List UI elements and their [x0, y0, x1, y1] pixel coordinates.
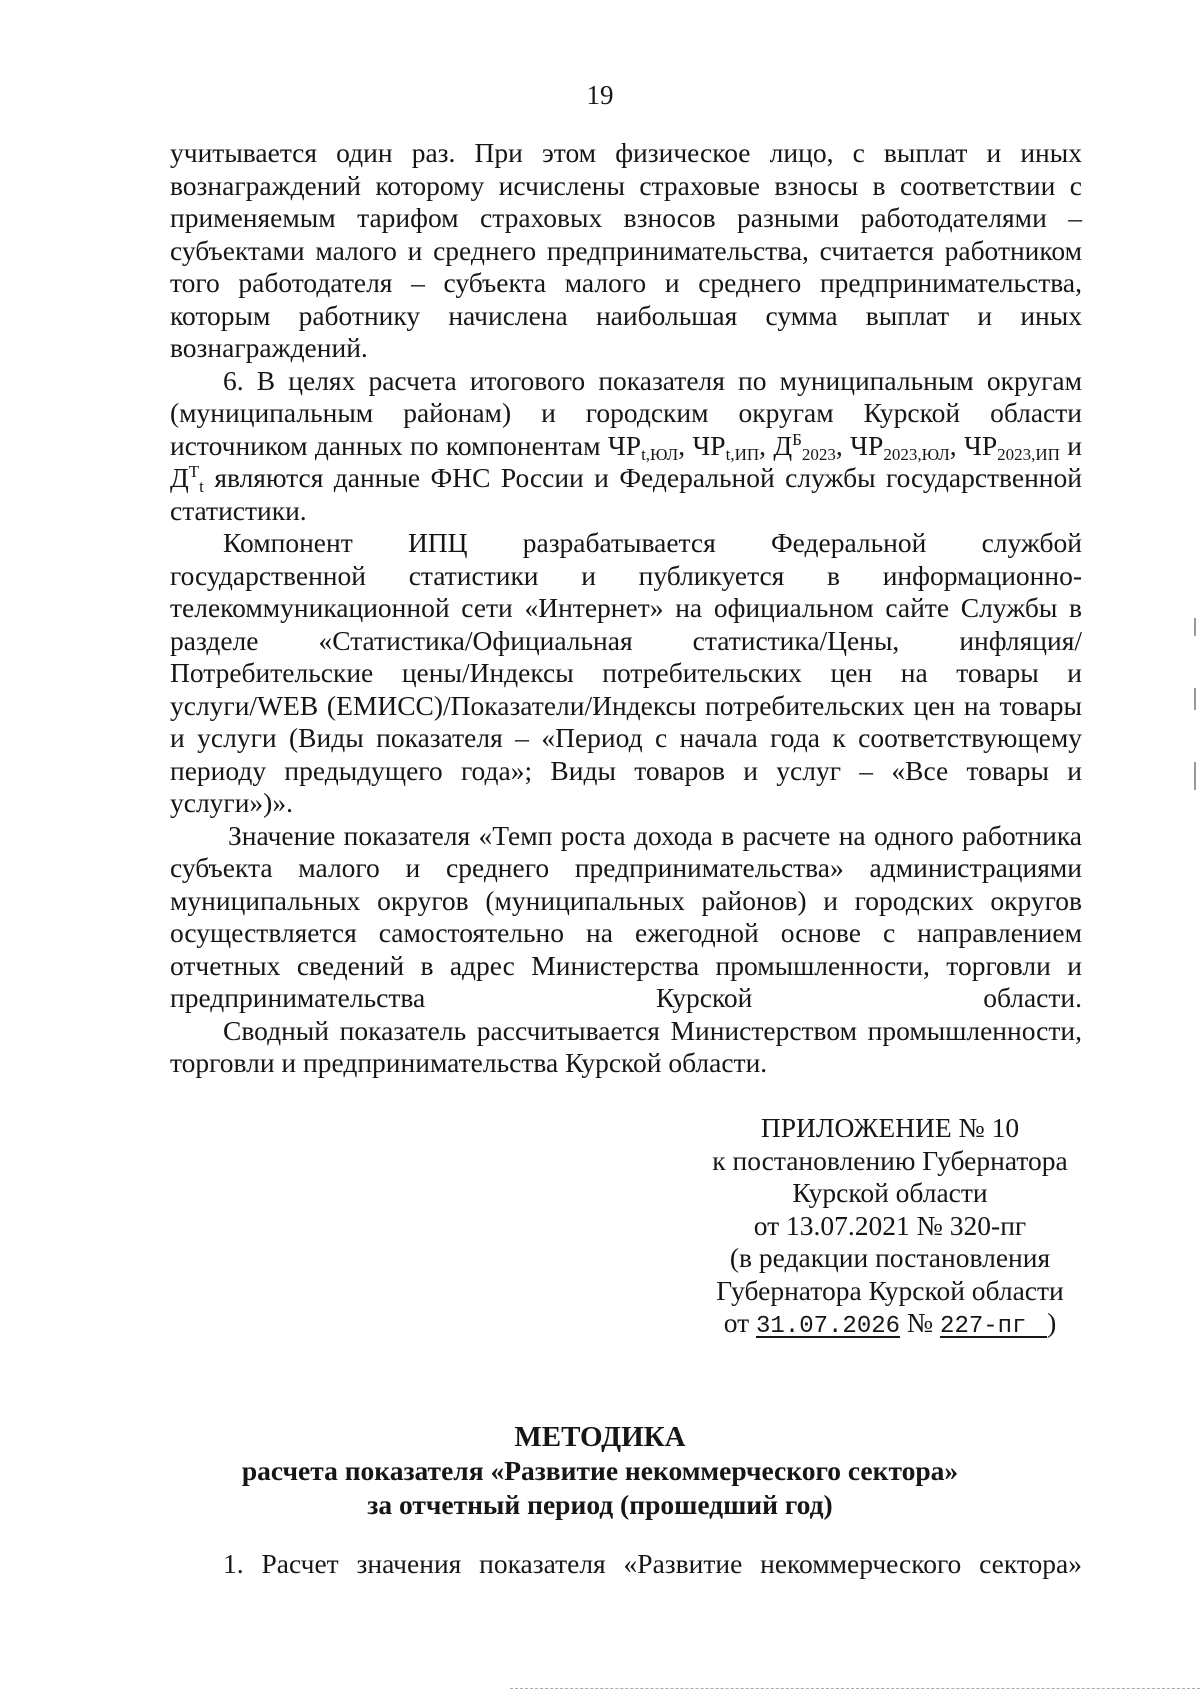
document-number: 227-пг [940, 1313, 1027, 1340]
appendix-title: ПРИЛОЖЕНИЕ № 10 [760, 1112, 1020, 1143]
methodology-subtitle: расчета показателя «Развитие некоммерческого сектора» [241, 1455, 959, 1486]
appendix-date-line: от 31.07.2026 № 227-пг ) [723, 1307, 1057, 1340]
point-one: 1. Расчет значения показателя «Развитие некоммерческого сектора» [223, 1548, 1082, 1579]
appendix-line: от 13.07.2021 № 320-пг [753, 1209, 1027, 1241]
methodology-period: за отчетный период (прошедший год) [367, 1489, 833, 1520]
sources-tail: являются данные ФНС России и Федеральной службы государственной статистики. [170, 462, 1082, 526]
appendix-line: к постановлению Губернатора [712, 1144, 1068, 1176]
methodology-title: МЕТОДИКА [514, 1421, 686, 1453]
component-chr-2023-ip: $ЧР_{2023,ИП}$ [963, 429, 1060, 464]
appendix-line: (в редакции постановления [729, 1242, 1051, 1273]
paragraph-summary-indicator: Сводный показатель рассчитывается Министерством промышленности, торговли и предпринимательства Курской области. [170, 1014, 1082, 1078]
appendix-line: Курской области [792, 1177, 988, 1208]
sources-lead: 6. В целях расчета итогового показателя по муниципальным округам (муниципальным районам) и городским округам Курской области источником данных по компонентам [170, 364, 1082, 461]
scan-edge [510, 1688, 1200, 1690]
document-date: 31.07.2026 [756, 1313, 901, 1340]
appendix-line: Губернатора Курской области [716, 1274, 1064, 1306]
body-text [170, 137, 1082, 1080]
page-number: 19 [586, 80, 614, 110]
appendix-header [690, 1112, 1090, 1344]
paragraph-data-sources: 6. В целях расчета итогового показателя по муниципальным округам (муниципальным районам) и городским округам Курской области источником данных по компонентам $ЧР_{t,ЮЛ}$, $ЧР_{t,ИП}$, $Д^Б_{2023}$, $ЧР_{2023,ЮЛ}$, $ЧР_{2023,ИП}$ и $Д^Т_t$ являются данные ФНС России и Федеральной службы государственной статистики. [170, 364, 1083, 526]
component-chr-t-ul: $ЧР_{t,ЮЛ}$ [607, 429, 679, 464]
paragraph-continuation: учитывается один раз. При этом физическое лицо, с выплат и иных вознаграждений которому исчислены страховые взносы в соответствии с применяемым тарифом страховых взносов разными работодателями – субъектами малого и среднего предпринимательства, считается работником того работодателя – субъекта малого и среднего предпринимательства, которым работнику начислена наибольшая сумма выплат и иных вознаграждений. [170, 137, 1082, 363]
scan-artifact [1194, 688, 1196, 710]
scan-artifact [1194, 762, 1196, 790]
paragraph-cpi-component: Компонент ИПЦ разрабатывается Федеральной службой государственной статистики и публикуется в информационно-телекоммуникационной сети «Интернет» на официальном сайте Службы в разделе «Статистика/Официальная статистика/Цены, инфляция/Потребительские цены/Индексы потребительских цен на товары и услуги/WEB (ЕМИСС)/Показатели/Индексы потребительских цен на товары и услуги (Виды показателя – «Период с начала года к соответствующему периоду предыдущего года»; Виды товаров и услуг – «Все товары и услуги»)». [170, 527, 1082, 818]
component-chr-2023-ul: $ЧР_{2023,ЮЛ}$ [850, 429, 950, 464]
paragraph-indicator-value: Значение показателя «Темп роста дохода в расчете на одного работника субъекта малого и среднего предпринимательства» администрациями муниципальных округов (муниципальных районов) и городских округов осуществляется самостоятельно на ежегодной основе с направлением отчетных сведений в адрес Министерства промышленности, торговли и предпринимательства Курской области. [170, 819, 1082, 1013]
methodology-heading [0, 1420, 1200, 1522]
component-chr-t-ip: $ЧР_{t,ИП}$ [692, 429, 760, 464]
scan-artifact [1194, 618, 1196, 636]
component-d-t-t: $Д^Т_t$ [170, 462, 204, 496]
component-d-b-2023: $Д^Б_{2023}$ [773, 429, 836, 464]
